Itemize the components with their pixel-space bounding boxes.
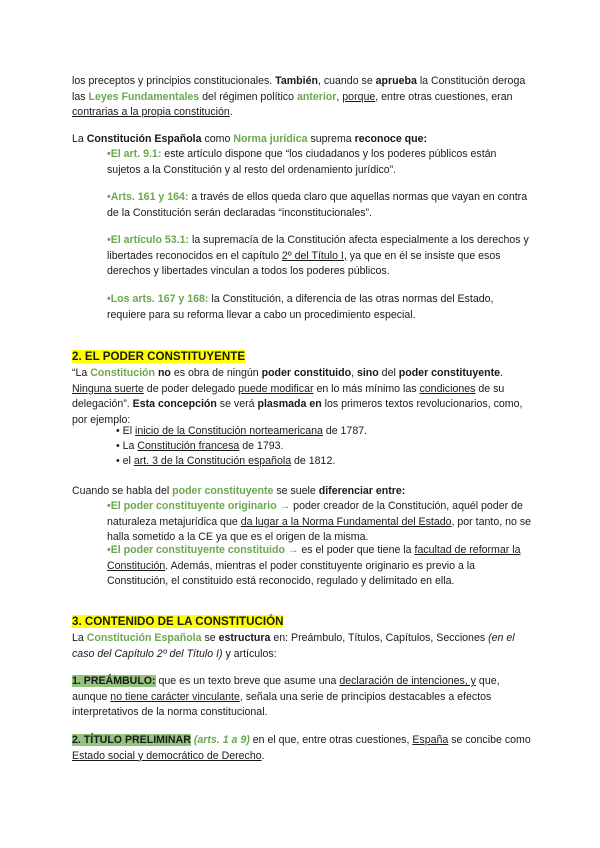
text: en lo más mínimo las xyxy=(313,382,420,395)
list-item xyxy=(116,454,532,470)
text: este artículo dispone que “los ciudadanos y los poderes públicos están sujetos a la Constitución y al resto del ordenamiento jurídico”. xyxy=(107,148,497,176)
text: Constitución Española xyxy=(86,632,202,644)
text: Constitución Española xyxy=(86,133,202,145)
text: diferenciar entre: xyxy=(318,485,406,497)
text: y artículos: xyxy=(222,647,277,660)
text: reconoce que: xyxy=(354,133,428,145)
text: , señala una serie de principios destacables a efectos interpretativos de la norma constitucional. xyxy=(72,690,492,718)
text: de 1793. xyxy=(239,440,284,452)
text: porque xyxy=(342,90,376,103)
text: no xyxy=(155,367,171,379)
item-art-53-1 xyxy=(107,233,532,280)
section-heading-contenido xyxy=(72,614,532,631)
text: Constitución xyxy=(90,367,155,379)
text: contrarias a la propia constitución xyxy=(72,106,230,118)
section-heading-poder-constituyente xyxy=(72,349,532,366)
text: condiciones xyxy=(419,382,476,395)
text: , xyxy=(351,367,357,379)
text: , xyxy=(336,90,343,103)
text: se concibe como xyxy=(448,734,531,746)
diferenciar-paragraph xyxy=(72,484,532,500)
text: la Constitución, a diferencia de las otras normas del Estado, requiere para su reforma llevar a cabo un procedimiento especial. xyxy=(107,293,494,321)
text: (en el caso del Capítulo 2º del Título I) xyxy=(72,632,515,660)
text: 3. CONTENIDO DE LA CONSTITUCIÓN xyxy=(72,615,284,628)
text: , por tanto, no se halla sometido a la CE ya que es el origen de la misma. xyxy=(107,515,532,543)
text: no tiene carácter vinculante xyxy=(110,690,240,703)
text: inicio de la Constitución norteamericana xyxy=(135,425,323,437)
text: de 1787. xyxy=(322,425,368,437)
text: poder creador de la Constitución, aquél poder de naturaleza metajurídica que xyxy=(107,500,523,528)
text: plasmada en xyxy=(257,398,322,410)
text: La xyxy=(72,632,87,644)
text: •El art. 9.1: xyxy=(107,148,162,160)
text: se verá xyxy=(216,398,258,410)
text: . xyxy=(500,367,503,379)
text: la Constitución deroga las xyxy=(72,75,526,103)
text: aprueba xyxy=(375,75,417,87)
text: se xyxy=(201,632,219,644)
text: . Además, mientras el poder constituyente originario es previo a la Constitución, el constituido está reconocido, regulado y delimitado en ella. xyxy=(107,559,476,587)
item-poder-originario xyxy=(107,499,532,546)
text: del régimen político xyxy=(199,90,297,103)
text: (arts. 1 a 9) xyxy=(193,734,250,746)
text: los preceptos y principios constitucionales. xyxy=(72,75,276,87)
text: • El xyxy=(116,425,136,437)
text: es obra de ningún xyxy=(170,367,262,379)
text: •El poder constituyente originario → xyxy=(107,500,291,512)
item-art-9-1 xyxy=(107,147,532,178)
item-arts-161-164 xyxy=(107,190,532,221)
text: art. 3 de la Constitución española xyxy=(133,455,292,467)
text: a través de ellos queda claro que aquellas normas que vayan en contra de la Constitución serán declaradas “inconstitucionales”. xyxy=(107,191,528,219)
text: • La xyxy=(116,440,138,452)
text: sino xyxy=(356,367,379,379)
text: 2º del Título I, xyxy=(281,249,347,262)
intro-paragraph xyxy=(72,74,532,121)
text: , cuando se xyxy=(317,75,376,87)
text: poder constituyente xyxy=(398,367,501,379)
text: es el poder que tiene la xyxy=(298,544,415,556)
text: • el xyxy=(116,455,134,467)
text: la supremacía de la Constitución afecta especialmente a los derechos y libertades reconocidos en el capítulo xyxy=(107,234,529,262)
estructura-paragraph xyxy=(72,631,532,662)
item-arts-167-168 xyxy=(107,292,532,323)
text: da lugar a la Norma Fundamental del Estado xyxy=(240,515,452,528)
text: de poder delegado xyxy=(143,382,239,395)
text: “La xyxy=(72,367,91,379)
text: anterior xyxy=(296,90,337,103)
list-item xyxy=(116,424,532,440)
text: •Arts. 161 y 164: xyxy=(107,191,189,203)
text: 2. EL PODER CONSTITUYENTE xyxy=(72,350,246,363)
text: declaración de intenciones, y xyxy=(339,675,476,687)
text: La xyxy=(72,133,87,145)
text: 2. TÍTULO PRELIMINAR xyxy=(72,734,191,746)
text: •El poder constituyente constituido → xyxy=(107,544,299,556)
text: •Los arts. 167 y 168: xyxy=(107,293,209,305)
text: se suele xyxy=(273,485,319,497)
text: Esta concepción xyxy=(132,398,217,410)
text: , entre otras cuestiones, eran xyxy=(375,90,513,103)
text: en el que, entre otras cuestiones, xyxy=(249,734,413,746)
text: . xyxy=(261,749,265,762)
preambulo-paragraph xyxy=(72,674,532,721)
poder-quote-paragraph xyxy=(72,366,532,428)
text: como xyxy=(201,133,234,145)
text: Leyes Fundamentales xyxy=(88,90,200,103)
text: ya que en él se insiste que esos derechos y libertades vinculan a todos los poderes públicos. xyxy=(107,249,501,277)
text: suprema xyxy=(307,133,355,145)
text: Ninguna suerte xyxy=(72,382,144,395)
item-poder-constituido xyxy=(107,543,532,590)
text: Estado social y democrático de Derecho xyxy=(72,749,262,762)
text: de 1812. xyxy=(291,455,336,467)
text: Cuando se habla del xyxy=(72,485,173,497)
text: de su delegación”. xyxy=(72,382,505,410)
text: que es un texto breve que asume una xyxy=(155,675,340,687)
text: los primeros textos revolucionarios, como, por ejemplo: xyxy=(72,398,523,426)
titulo-preliminar-paragraph xyxy=(72,733,532,764)
ce-paragraph xyxy=(72,132,532,148)
text: facultad de reformar la Constitución xyxy=(107,544,521,572)
text: España xyxy=(412,734,449,746)
text: También xyxy=(275,75,318,87)
text: estructura xyxy=(218,632,271,644)
text: Norma jurídica xyxy=(233,133,308,145)
text: . xyxy=(229,106,233,118)
list-item xyxy=(116,439,532,455)
text: poder constituyente xyxy=(172,485,274,497)
text: que, aunque xyxy=(72,675,500,703)
text: puede modificar xyxy=(238,382,314,395)
text: 1. PREÁMBULO: xyxy=(72,675,156,687)
text: •El artículo 53.1: xyxy=(107,234,190,246)
text: poder constituido xyxy=(261,367,352,379)
text: Constitución francesa xyxy=(137,440,240,452)
text: del xyxy=(378,367,399,379)
text: en: Preámbulo, Títulos, Capítulos, Secciones xyxy=(270,632,489,644)
